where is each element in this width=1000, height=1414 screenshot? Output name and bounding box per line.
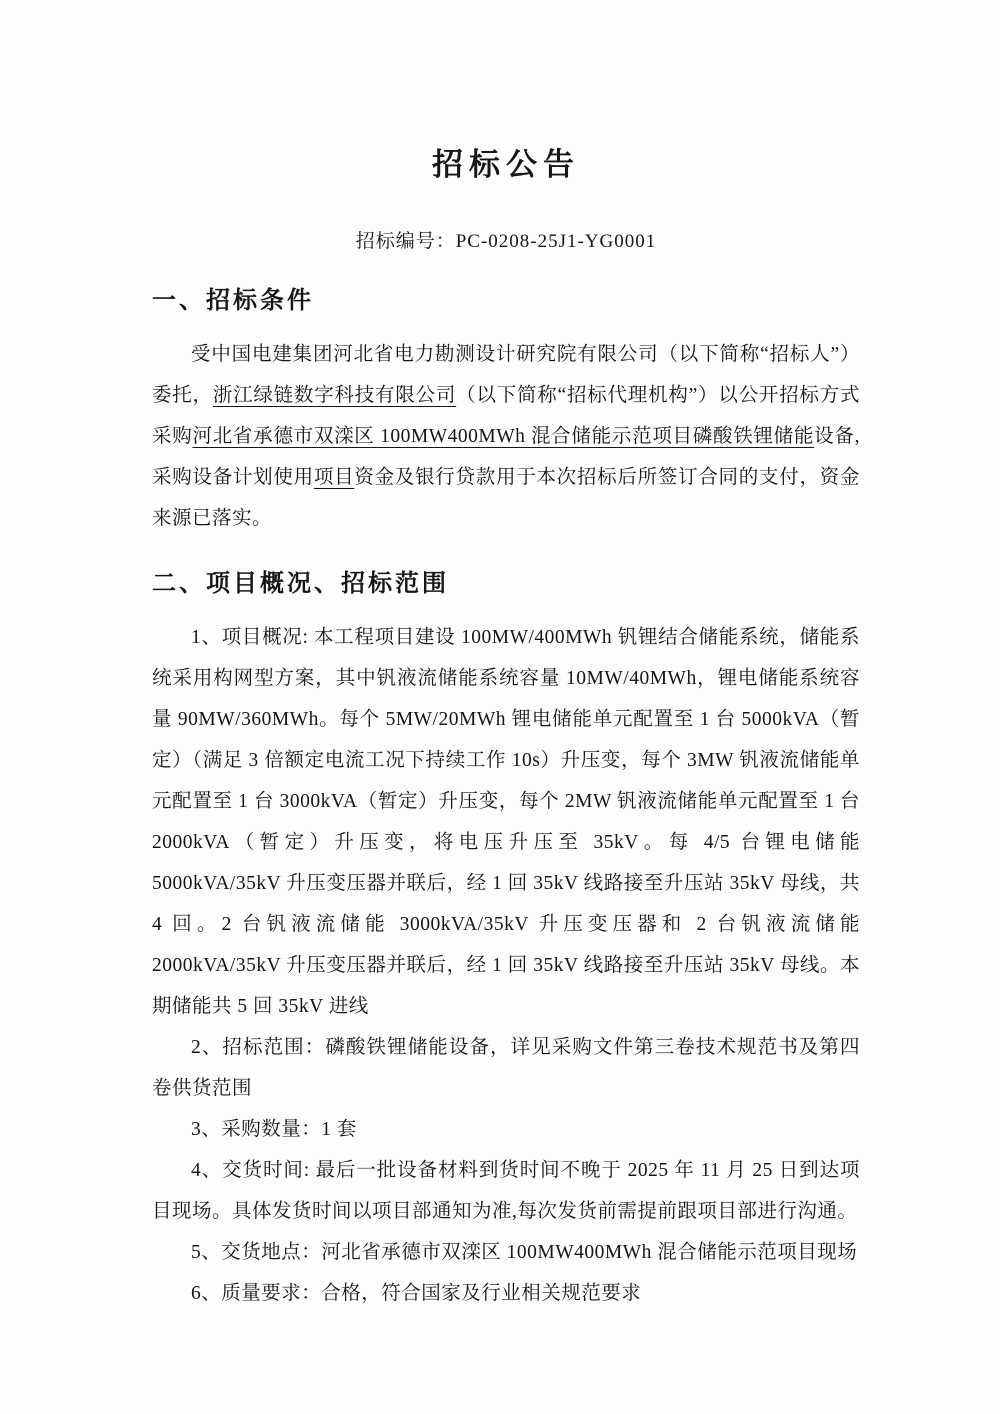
- document-title: 招标公告: [432, 147, 580, 182]
- text-segment: 1、项目概况: 本工程项目建设 100MW/400MWh 钒锂结合储能系统，储能系统采用构网型方案，其中钒液流储能系统容量 10MW/40MWh，锂电储能系统容量 90MW/360MWh。每个 5MW/20MWh 锂电储能单元配置至 1 台 5000kVA（暂定）（满足 3 倍额定电流工况下持续工作 10s）升压变，每个 3MW 钒液流储能单元配置至 1 台 3000kVA（暂定）升压变，每个 2MW 钒液流储能单元配置至 1 台 2000kVA（暂定）升压变，将电压升压至 35kV。每 4/5 台锂电储能 5000kVA/35kV 升压变压器并联后，经 1 回 35kV 线路接至升压站 35kV 母线，共 4 回。2 台钒液流储能 3000kVA/35kV 升压变压器和 2 台钒液流储能 2000kVA/35kV 升压变压器并联后，经 1 回 35kV 线路接至升压站 35kV 母线。本期储能共 5 回 35kV 进线: [152, 626, 860, 1017]
- section-paragraphs: [152, 617, 860, 1314]
- section-paragraphs: [152, 334, 860, 539]
- text-segment: 6、质量要求：合格，符合国家及行业相关规范要求: [191, 1282, 642, 1304]
- paragraph: [152, 334, 860, 539]
- text-segment: 设备,采购设备计划使用: [152, 425, 860, 488]
- underlined-text-segment: 项目: [313, 466, 355, 488]
- text-segment: （以下简称“招标代理机构”）以公开招标方式采购: [152, 384, 860, 447]
- text-segment: 资金及银行贷款用于本次招标后所签订合同的支付，资金来源已落实。: [152, 466, 860, 529]
- paragraph: [152, 1109, 860, 1150]
- paragraph: [152, 617, 860, 1027]
- text-segment: 2、招标范围：磷酸铁锂储能设备，详见采购文件第三卷技术规范书及第四卷供货范围: [152, 1036, 860, 1099]
- underlined-text-segment: 浙江绿链数字科技有限公司: [212, 384, 457, 406]
- text-segment: 4、交货时间: 最后一批设备材料到货时间不晚于 2025 年 11 月 25 日到达项目现场。具体发货时间以项目部通知为准,每次发货前需提前跟项目部进行沟通。: [152, 1159, 860, 1222]
- sections-root: [152, 284, 860, 1314]
- section: [152, 284, 860, 539]
- section-heading: 一、招标条件: [152, 287, 314, 314]
- paragraph: [152, 1027, 860, 1109]
- text-segment: 3、采购数量：1 套: [191, 1118, 357, 1140]
- section: [152, 567, 860, 1314]
- paragraph: [152, 1273, 860, 1314]
- tender-number: 招标编号：PC-0208-25J1-YG0001: [355, 231, 657, 253]
- section-heading: 二、项目概况、招标范围: [152, 570, 449, 597]
- text-segment: 5、交货地点：河北省承德市双滦区 100MW400MWh 混合储能示范项目现场: [191, 1241, 858, 1263]
- text-segment: 受中国电建集团河北省电力勘测设计研究院有限公司（以下简称“招标人”）委托，: [152, 343, 860, 406]
- underlined-text-segment: 河北省承德市双滦区 100MW400MWh 混合储能示范项目磷酸铁锂储能: [192, 425, 815, 447]
- paragraph: [152, 1232, 860, 1273]
- paragraph: [152, 1150, 860, 1232]
